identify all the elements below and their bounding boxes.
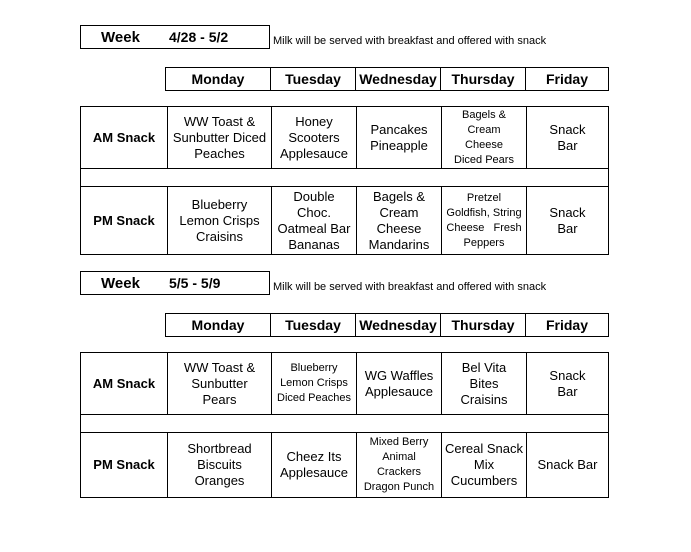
menu-line: Cheese Fresh [446, 221, 522, 234]
milk-note: Milk will be served with breakfast and offered with snack [273, 281, 547, 293]
pm-snack-label: PM Snack [93, 457, 155, 472]
menu-line: Biscuits [197, 457, 242, 472]
day-wednesday: Wednesday [355, 68, 440, 90]
menu-line: Peppers [463, 236, 505, 249]
menu-line: Blueberry [290, 362, 338, 374]
menu-cell [526, 107, 608, 168]
day-friday: Friday [525, 314, 608, 336]
menu-line: Bar [557, 383, 578, 399]
day-header-row [165, 313, 609, 337]
menu-line: Sunbutter [191, 375, 248, 391]
snack-table [80, 106, 609, 255]
menu-line: Mix [473, 457, 495, 472]
menu-cell [526, 187, 608, 254]
menu-line: Cheese [376, 220, 422, 236]
menu-line: Animal [382, 451, 416, 463]
row-separator [81, 414, 608, 433]
menu-line: Pancakes [370, 121, 428, 137]
menu-line: Mandarins [368, 236, 430, 252]
week-label: Week [101, 274, 140, 292]
day-wednesday: Wednesday [355, 314, 440, 336]
day-thursday: Thursday [440, 68, 525, 90]
menu-line: Choc. [297, 204, 331, 220]
menu-line: Cream [467, 123, 501, 136]
menu-line: Pineapple [370, 137, 428, 153]
menu-cell [271, 107, 356, 168]
menu-line: Cucumbers [450, 473, 518, 488]
pm-snack-row [81, 187, 608, 254]
menu-line: Snack [549, 204, 586, 220]
menu-line: Oatmeal Bar [277, 220, 351, 236]
menu-line: Crackers [376, 466, 421, 478]
menu-line: Lemon Crisps [179, 212, 260, 228]
menu-line: Dragon Punch [363, 481, 435, 493]
menu-line: WG Waffles [364, 367, 434, 383]
menu-line: Cheese [465, 138, 503, 151]
menu-cell [356, 433, 441, 497]
menu-line: Lemon Crisps [280, 377, 348, 389]
menu-line: Bar [557, 220, 578, 236]
row-separator [81, 168, 608, 187]
menu-line: Mixed Berry [369, 436, 429, 448]
week-date-range: 4/28 - 5/2 [169, 29, 229, 45]
menu-line: Bagels & [461, 108, 507, 121]
menu-line: Applesauce [280, 145, 348, 161]
am-snack-label: AM Snack [92, 129, 156, 145]
menu-line: Sunbutter Diced [172, 129, 267, 145]
menu-line: Bananas [288, 236, 340, 252]
am-snack-row [81, 353, 608, 414]
menu-line: WW Toast & [183, 113, 256, 129]
menu-line: Snack [549, 121, 586, 137]
week-date-range: 5/5 - 5/9 [169, 275, 221, 291]
menu-cell [356, 353, 441, 414]
week-label: Week [101, 28, 140, 46]
am-snack-row [81, 107, 608, 168]
menu-line: Oranges [194, 473, 245, 488]
menu-cell [441, 187, 526, 254]
pm-snack-label: PM Snack [93, 212, 155, 228]
menu-cell [167, 353, 271, 414]
menu-line: Double [293, 188, 335, 204]
menu-line: Bagels & [372, 188, 426, 204]
menu-line: WW Toast & [183, 359, 256, 375]
menu-line: Bar [557, 137, 578, 153]
day-tuesday: Tuesday [270, 68, 355, 90]
day-header-row [165, 67, 609, 91]
day-tuesday: Tuesday [270, 314, 355, 336]
menu-line: Craisins [196, 228, 243, 244]
week-header-2 [80, 271, 270, 295]
menu-cell [356, 187, 441, 254]
menu-line: Cheez Its [286, 449, 342, 464]
menu-line: Craisins [460, 391, 508, 407]
snack-table [80, 352, 609, 498]
menu-cell [441, 107, 526, 168]
menu-cell [271, 433, 356, 497]
menu-line: Applesauce [280, 465, 348, 480]
milk-note: Milk will be served with breakfast and offered with snack [273, 35, 547, 47]
day-friday: Friday [525, 68, 608, 90]
menu-line: Diced Peaches [277, 392, 351, 404]
menu-cell [167, 107, 271, 168]
menu-line: Applesauce [365, 383, 433, 399]
day-monday: Monday [191, 317, 245, 333]
menu-cell [526, 433, 608, 497]
menu-cell [356, 107, 441, 168]
menu-line: Snack [549, 367, 586, 383]
am-snack-label: AM Snack [92, 375, 156, 391]
menu-cell [271, 353, 356, 414]
menu-line: Snack Bar [537, 457, 598, 472]
menu-line: Peaches [194, 145, 245, 161]
menu-line: Goldfish, String [446, 206, 522, 219]
menu-cell [167, 187, 271, 254]
menu-cell [441, 433, 526, 497]
menu-line: Bel Vita [461, 359, 507, 375]
pm-snack-row [81, 433, 608, 497]
menu-line: Bites [469, 375, 499, 391]
week-header-1 [80, 25, 270, 49]
menu-line: Diced Pears [454, 153, 514, 166]
day-monday: Monday [191, 71, 245, 87]
menu-line: Pretzel [466, 191, 502, 204]
menu-cell [167, 433, 271, 497]
day-thursday: Thursday [440, 314, 525, 336]
menu-cell [441, 353, 526, 414]
menu-line: Cereal Snack [444, 441, 524, 456]
menu-line: Scooters [288, 129, 340, 145]
menu-line: Cream [379, 204, 419, 220]
menu-cell [526, 353, 608, 414]
menu-line: Blueberry [191, 196, 248, 212]
menu-line: Pears [202, 391, 237, 407]
menu-line: Honey [295, 113, 333, 129]
menu-cell [271, 187, 356, 254]
menu-line: Shortbread [187, 441, 252, 456]
